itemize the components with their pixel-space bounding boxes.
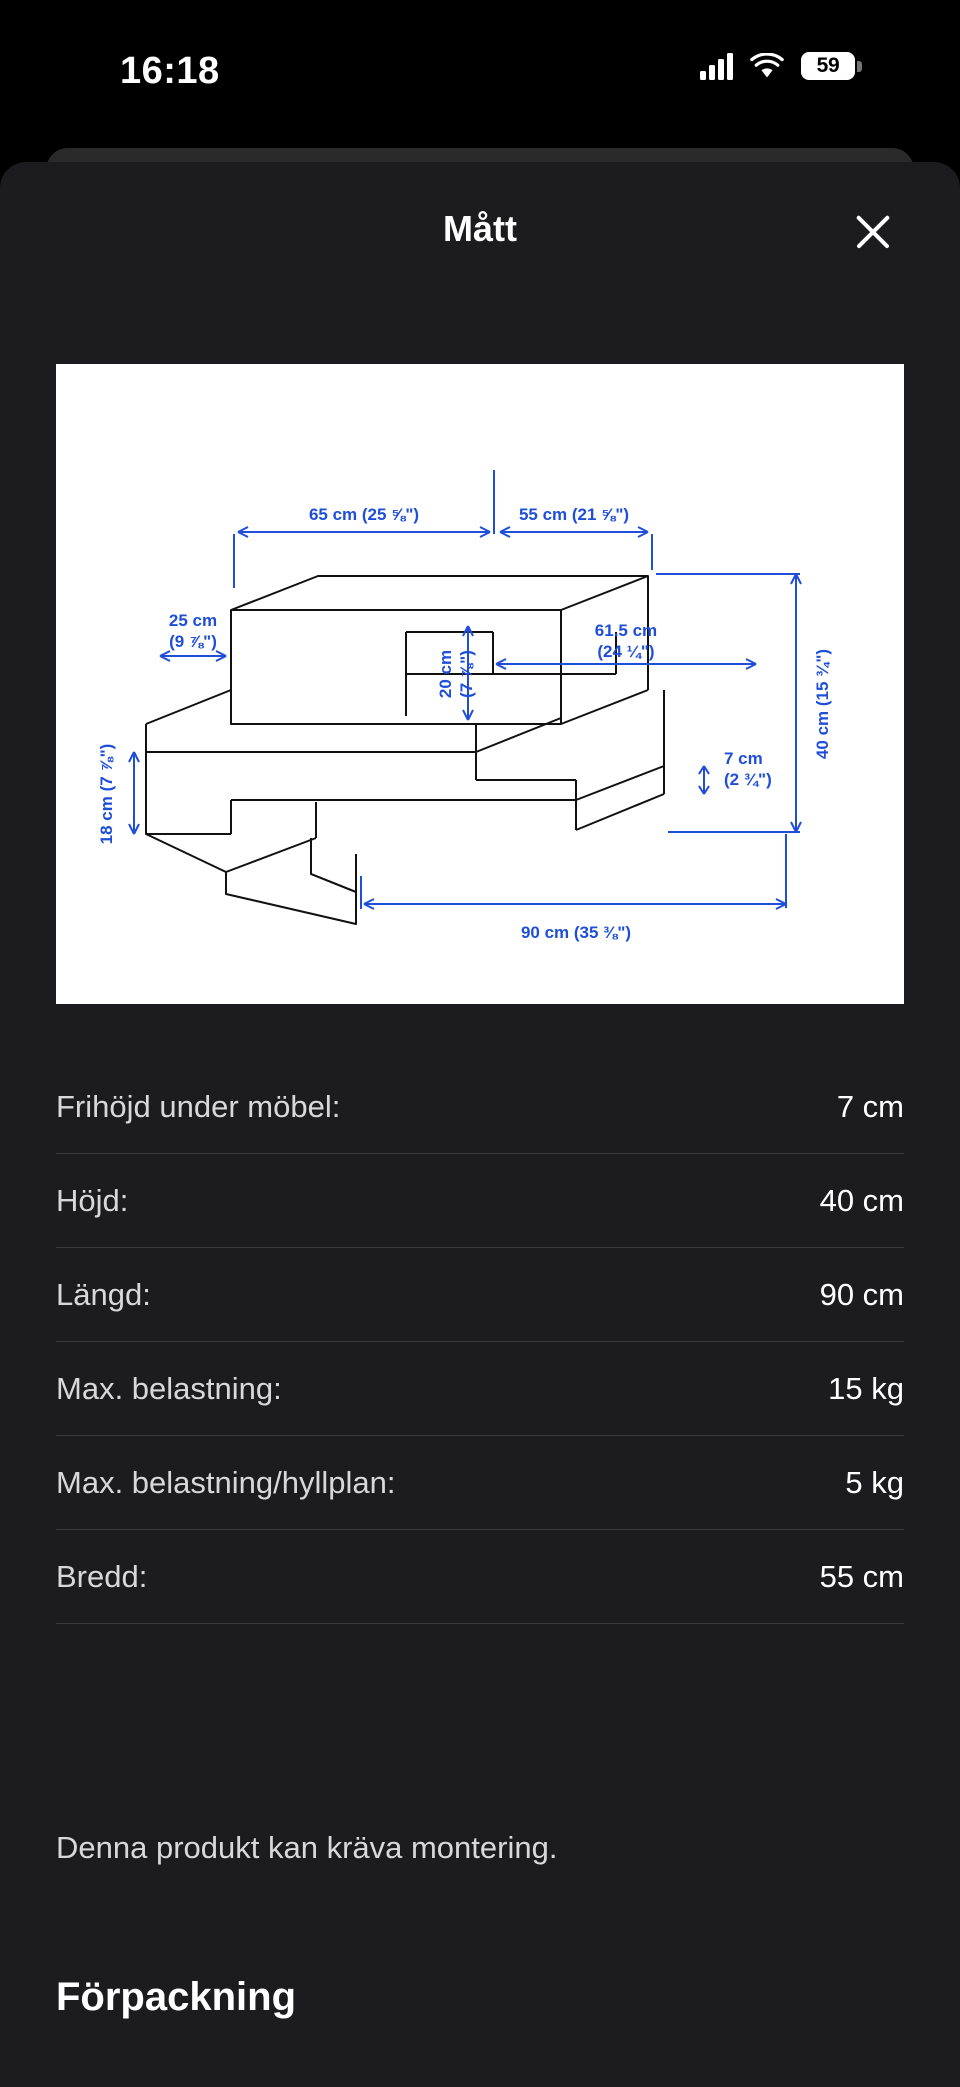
battery-icon (801, 52, 855, 80)
assembly-note: Denna produkt kan kräva montering. (56, 1830, 558, 1865)
dimension-drawing (56, 364, 904, 1004)
table-row (56, 1436, 904, 1530)
status-indicators (700, 52, 855, 80)
spec-value: 90 cm (819, 1276, 904, 1312)
close-icon[interactable] (848, 206, 898, 256)
dim-label-25: 25 cm (168, 611, 218, 630)
spec-label: Max. belastning: (56, 1370, 282, 1406)
spec-value: 40 cm (819, 1182, 904, 1218)
status-bar (0, 0, 960, 150)
spec-label: Längd: (56, 1276, 151, 1312)
dim-label-90: 90 cm (35 ⅜") (520, 923, 632, 942)
dim-label-20: 20 cm (436, 649, 455, 699)
wifi-icon (750, 53, 784, 79)
spec-value: 15 kg (828, 1370, 904, 1406)
table-row (56, 1060, 904, 1154)
sheet-header (0, 162, 960, 274)
dim-label-7: 7 cm (724, 749, 763, 768)
spec-label: Höjd: (56, 1182, 129, 1218)
dim-label-615-sub: (24 ¼") (597, 642, 655, 661)
spec-label: Frihöjd under möbel: (56, 1088, 341, 1124)
spec-label: Bredd: (56, 1558, 148, 1594)
battery-level: 59 (816, 54, 840, 77)
packaging-heading: Förpackning (56, 1975, 297, 2019)
dim-label-615: 61.5 cm (594, 621, 658, 640)
table-row (56, 1248, 904, 1342)
spec-value: 7 cm (836, 1088, 904, 1124)
dim-label-55: 55 cm (21 ⅝") (518, 505, 630, 524)
table-row (56, 1530, 904, 1624)
dim-label-65: 65 cm (25 ⅝") (308, 505, 420, 524)
battery-cap (857, 61, 862, 72)
dim-label-18: 18 cm (7 ⅞") (97, 743, 116, 845)
spec-label: Max. belastning/hyllplan: (56, 1464, 396, 1500)
dim-label-20-sub: (7 ⅞") (457, 650, 476, 698)
status-time: 16:18 (120, 50, 220, 92)
specifications-table (56, 1060, 904, 1624)
table-row (56, 1154, 904, 1248)
cellular-signal-icon (700, 52, 733, 80)
spec-value: 5 kg (845, 1464, 904, 1500)
dim-label-25-sub: (9 ⅞") (169, 632, 217, 651)
table-row (56, 1342, 904, 1436)
spec-value: 55 cm (819, 1558, 904, 1594)
dim-label-40: 40 cm (15 ¾") (813, 648, 832, 760)
dim-label-7-sub: (2 ¾") (724, 770, 772, 789)
page-title: Mått (443, 208, 517, 249)
